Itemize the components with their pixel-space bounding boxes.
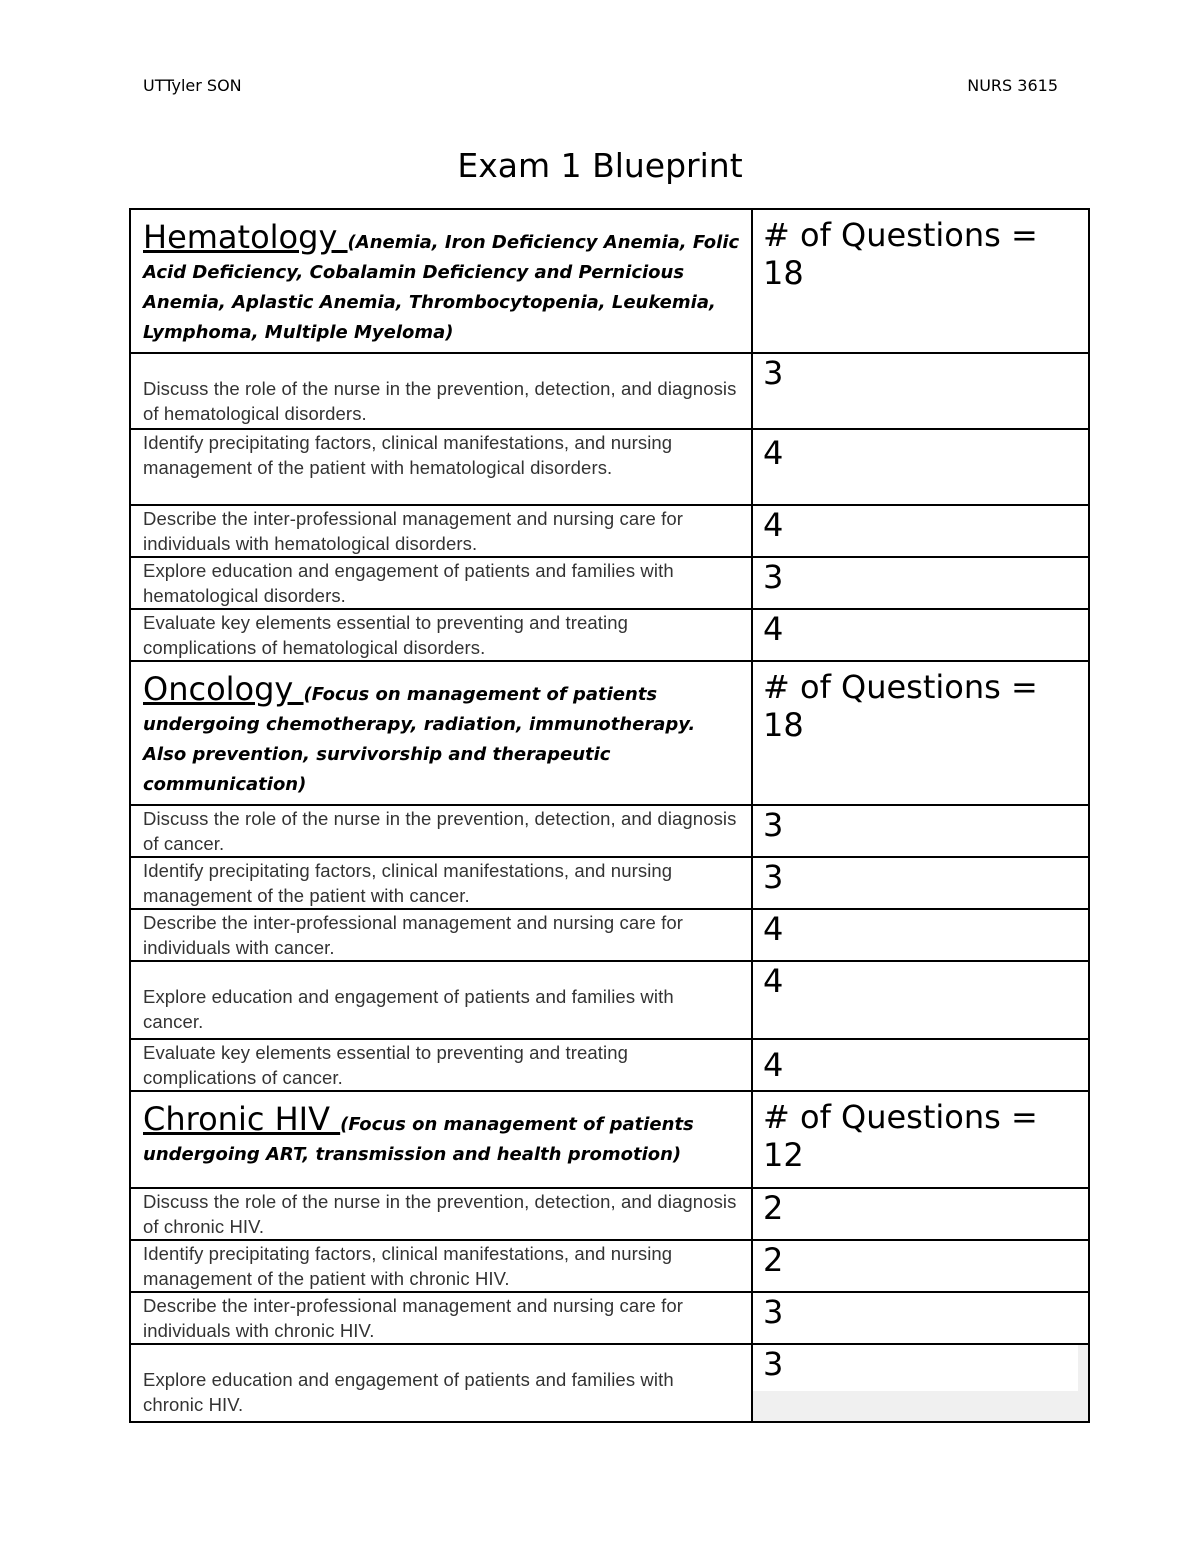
- objective-count-cell: [752, 1188, 1089, 1240]
- objective-text: Discuss the role of the nurse in the prevention, detection, and diagnosis of hematological disorders.: [143, 378, 737, 424]
- objective-count: 3: [763, 806, 784, 844]
- section-row-chronic-hiv: [130, 1091, 1089, 1188]
- objective-row: [130, 557, 1089, 609]
- blueprint-table: [129, 208, 1090, 1423]
- objective-count: 3: [763, 1293, 784, 1331]
- objective-count: 3: [753, 1345, 1078, 1391]
- objective-cell: [130, 909, 752, 961]
- objective-row: [130, 1039, 1089, 1091]
- objective-count-cell: [752, 353, 1089, 429]
- objective-count: 2: [763, 1189, 784, 1227]
- objective-text: Identify precipitating factors, clinical manifestations, and nursing management of the patient with hematological disorders.: [143, 432, 673, 478]
- objective-count: 4: [763, 1046, 784, 1084]
- objective-count-cell: [752, 1039, 1089, 1091]
- section-name: Chronic HIV: [143, 1100, 341, 1138]
- objective-text: Describe the inter-professional management and nursing care for individuals with cancer.: [143, 912, 683, 958]
- objective-count-cell: [752, 961, 1089, 1039]
- header-right: NURS 3615: [967, 76, 1058, 95]
- objective-cell: [130, 961, 752, 1039]
- objective-count: 4: [763, 506, 784, 544]
- objective-count: 4: [763, 910, 784, 948]
- section-count-cell: [752, 1091, 1089, 1188]
- objective-count-cell: [752, 429, 1089, 505]
- objective-count-cell: [752, 1240, 1089, 1292]
- section-cell: [130, 209, 752, 353]
- section-name: Hematology: [143, 218, 348, 256]
- objective-cell: [130, 429, 752, 505]
- objective-cell: [130, 857, 752, 909]
- objective-count-cell: [752, 505, 1089, 557]
- section-count: # of Questions = 12: [763, 1098, 1038, 1174]
- objective-count: 4: [763, 962, 784, 1000]
- objective-cell: [130, 353, 752, 429]
- objective-text: Explore education and engagement of patients and families with cancer.: [143, 986, 674, 1032]
- objective-text: Describe the inter-professional management and nursing care for individuals with chronic HIV.: [143, 1295, 683, 1341]
- objective-text: Evaluate key elements essential to preventing and treating complications of hematological disorders.: [143, 612, 629, 658]
- section-count: # of Questions = 18: [763, 216, 1038, 292]
- section-cell: [130, 661, 752, 805]
- header-left: UTTyler SON: [143, 76, 242, 95]
- section-row-hematology: [130, 209, 1089, 353]
- objective-row: [130, 505, 1089, 557]
- section-cell: [130, 1091, 752, 1188]
- objective-text: Identify precipitating factors, clinical manifestations, and nursing management of the patient with chronic HIV.: [143, 1243, 673, 1289]
- section-description: (Focus on management of patients undergoing chemotherapy, radiation, immunotherapy. Also prevention, survivorship and therapeutic communication): [143, 684, 696, 795]
- section-description: (Focus on management of patients undergoing ART, transmission and health promotion): [143, 1114, 694, 1165]
- objective-row: [130, 805, 1089, 857]
- objective-count: 3: [763, 558, 784, 596]
- objective-count-cell: [752, 1344, 1089, 1422]
- objective-cell: [130, 1039, 752, 1091]
- objective-text: Discuss the role of the nurse in the prevention, detection, and diagnosis of chronic HIV.: [143, 1191, 737, 1237]
- objective-cell: [130, 1292, 752, 1344]
- section-count-cell: [752, 661, 1089, 805]
- objective-count: 4: [763, 434, 784, 472]
- section-count-cell: [752, 209, 1089, 353]
- objective-cell: [130, 805, 752, 857]
- section-row-oncology: [130, 661, 1089, 805]
- objective-row: [130, 429, 1089, 505]
- objective-count-cell: [752, 857, 1089, 909]
- objective-count: 4: [763, 610, 784, 648]
- section-name: Oncology: [143, 670, 304, 708]
- section-count: # of Questions = 18: [763, 668, 1038, 744]
- objective-count-cell: [752, 1292, 1089, 1344]
- objective-row: [130, 961, 1089, 1039]
- section-description: (Anemia, Iron Deficiency Anemia, Folic Acid Deficiency, Cobalamin Deficiency and Pernicious Anemia, Aplastic Anemia, Thrombocytopenia, Leukemia, Lymphoma, Multiple Myeloma): [143, 232, 740, 343]
- objective-cell: [130, 609, 752, 661]
- objective-cell: [130, 1344, 752, 1422]
- objective-cell: [130, 1240, 752, 1292]
- objective-text: Explore education and engagement of patients and families with chronic HIV.: [143, 1369, 674, 1415]
- objective-cell: [130, 1188, 752, 1240]
- objective-count: 3: [763, 354, 784, 392]
- objective-text: Explore education and engagement of patients and families with hematological disorders.: [143, 560, 674, 606]
- objective-text: Discuss the role of the nurse in the prevention, detection, and diagnosis of cancer.: [143, 808, 737, 854]
- objective-row: [130, 609, 1089, 661]
- objective-row: [130, 1188, 1089, 1240]
- objective-row: [130, 909, 1089, 961]
- objective-row: [130, 1344, 1089, 1422]
- objective-count: 3: [763, 858, 784, 896]
- objective-count-cell: [752, 557, 1089, 609]
- objective-row: [130, 1240, 1089, 1292]
- objective-text: Evaluate key elements essential to preventing and treating complications of cancer.: [143, 1042, 629, 1088]
- objective-row: [130, 353, 1089, 429]
- objective-count-cell: [752, 909, 1089, 961]
- objective-cell: [130, 505, 752, 557]
- objective-count-cell: [752, 609, 1089, 661]
- objective-count: 2: [763, 1241, 784, 1279]
- objective-row: [130, 1292, 1089, 1344]
- objective-text: Describe the inter-professional management and nursing care for individuals with hematological disorders.: [143, 508, 683, 554]
- page-title: Exam 1 Blueprint: [457, 146, 743, 185]
- objective-count-cell: [752, 805, 1089, 857]
- objective-row: [130, 857, 1089, 909]
- objective-text: Identify precipitating factors, clinical manifestations, and nursing management of the patient with cancer.: [143, 860, 673, 906]
- objective-cell: [130, 557, 752, 609]
